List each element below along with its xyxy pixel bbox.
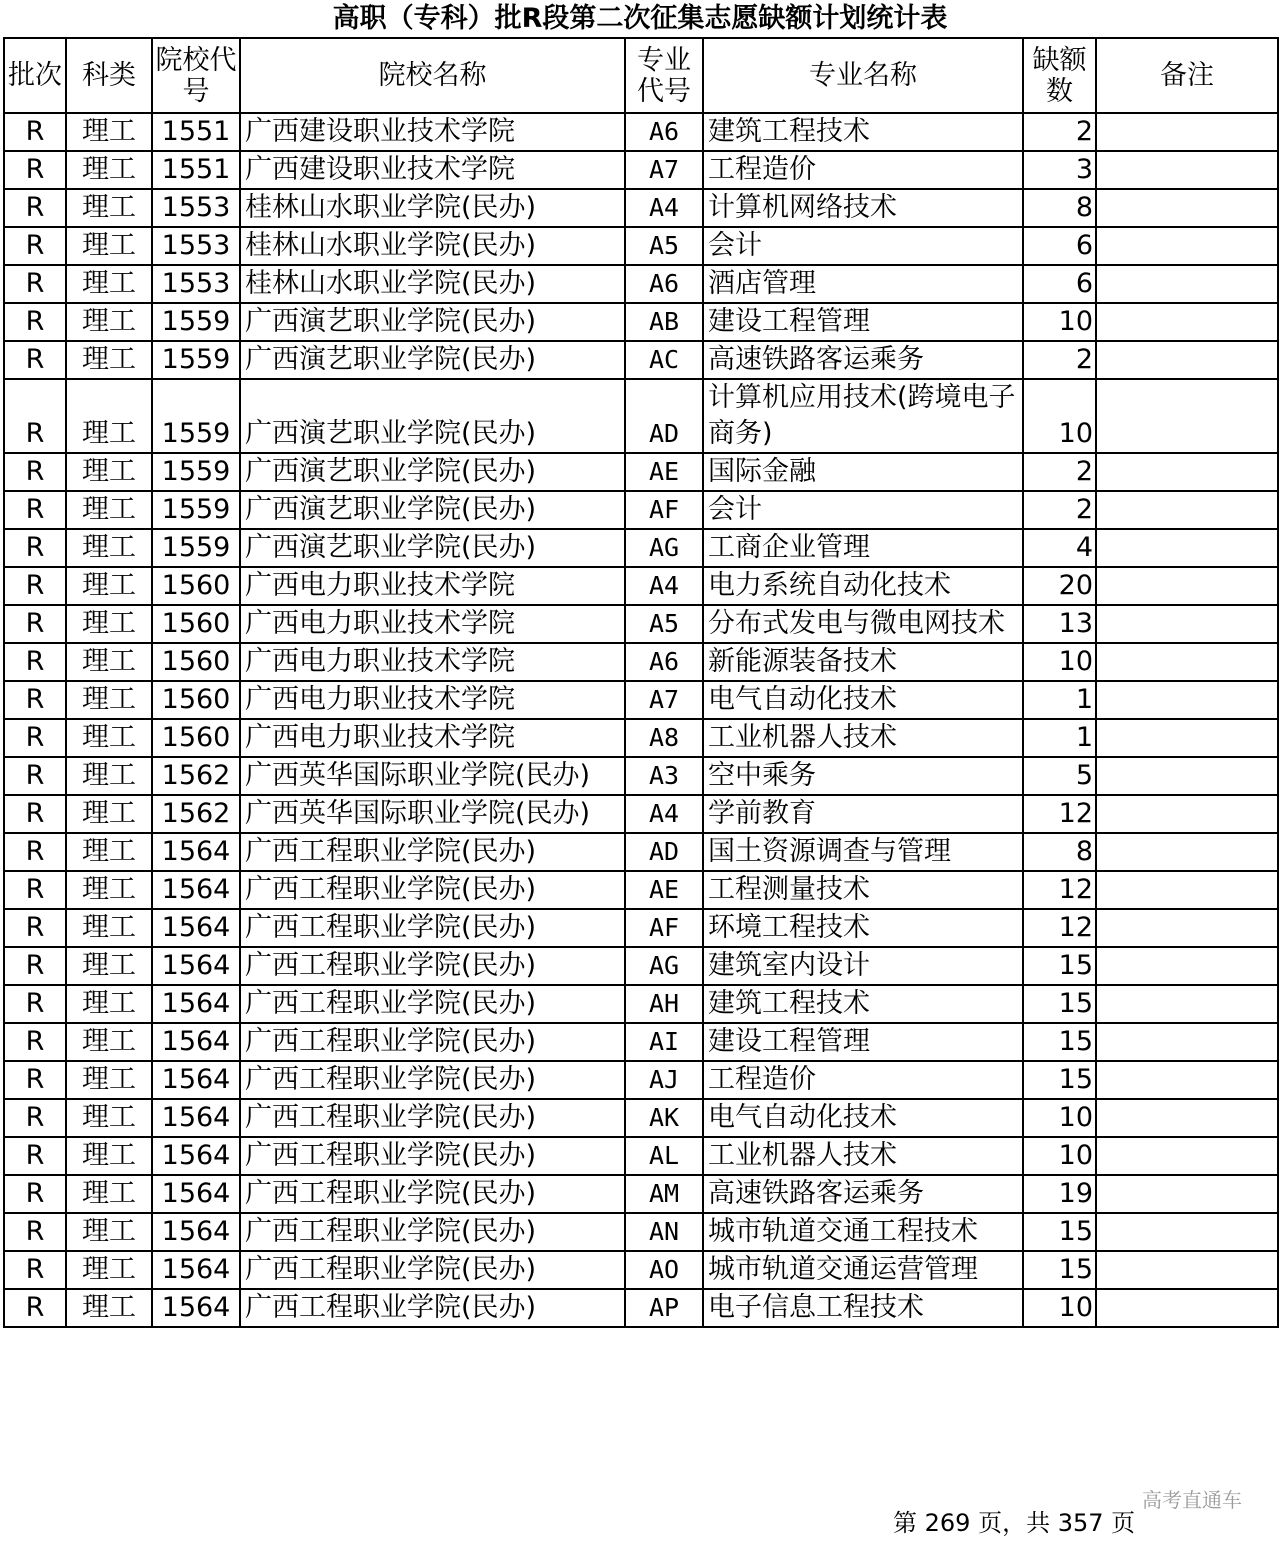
cell-major-name: 电力系统自动化技术 xyxy=(703,567,1023,605)
cell-major-name: 建设工程管理 xyxy=(703,303,1023,341)
cell-major-name: 会计 xyxy=(703,227,1023,265)
cell-batch: R xyxy=(4,947,66,985)
cell-vacancies: 1 xyxy=(1023,719,1096,757)
cell-vacancies: 4 xyxy=(1023,529,1096,567)
cell-vacancies: 5 xyxy=(1023,757,1096,795)
cell-category: 理工 xyxy=(66,871,152,909)
table-row xyxy=(4,227,1278,265)
cell-vacancies: 15 xyxy=(1023,947,1096,985)
cell-category: 理工 xyxy=(66,909,152,947)
cell-category: 理工 xyxy=(66,113,152,151)
cell-major-name: 高速铁路客运乘务 xyxy=(703,1175,1023,1213)
cell-school-code: 1564 xyxy=(152,1213,240,1251)
cell-remarks xyxy=(1096,529,1278,567)
cell-remarks xyxy=(1096,1289,1278,1327)
table-row xyxy=(4,605,1278,643)
table-row xyxy=(4,985,1278,1023)
cell-school-name: 广西工程职业学院(民办) xyxy=(240,1023,625,1061)
cell-batch: R xyxy=(4,1137,66,1175)
cell-category: 理工 xyxy=(66,567,152,605)
cell-major-name: 工程造价 xyxy=(703,151,1023,189)
table-row xyxy=(4,947,1278,985)
table-row xyxy=(4,833,1278,871)
cell-batch: R xyxy=(4,379,66,453)
cell-remarks xyxy=(1096,113,1278,151)
header-school-code: 院校代号 xyxy=(152,38,240,113)
table-row xyxy=(4,1175,1278,1213)
cell-category: 理工 xyxy=(66,151,152,189)
cell-batch: R xyxy=(4,1251,66,1289)
table-row xyxy=(4,567,1278,605)
cell-batch: R xyxy=(4,719,66,757)
cell-major-code: AD xyxy=(625,833,703,871)
cell-school-code: 1553 xyxy=(152,189,240,227)
cell-vacancies: 10 xyxy=(1023,1289,1096,1327)
cell-category: 理工 xyxy=(66,1023,152,1061)
cell-school-code: 1559 xyxy=(152,491,240,529)
cell-batch: R xyxy=(4,491,66,529)
cell-school-name: 广西演艺职业学院(民办) xyxy=(240,491,625,529)
table-row xyxy=(4,1289,1278,1327)
cell-major-name: 城市轨道交通运营管理 xyxy=(703,1251,1023,1289)
table-row xyxy=(4,1137,1278,1175)
cell-remarks xyxy=(1096,643,1278,681)
cell-school-code: 1564 xyxy=(152,833,240,871)
cell-vacancies: 12 xyxy=(1023,909,1096,947)
cell-batch: R xyxy=(4,1099,66,1137)
cell-school-code: 1564 xyxy=(152,1137,240,1175)
cell-major-code: AL xyxy=(625,1137,703,1175)
header-batch: 批次 xyxy=(4,38,66,113)
cell-major-name: 建筑工程技术 xyxy=(703,985,1023,1023)
cell-major-name: 工程造价 xyxy=(703,1061,1023,1099)
cell-category: 理工 xyxy=(66,985,152,1023)
cell-major-name: 计算机网络技术 xyxy=(703,189,1023,227)
cell-remarks xyxy=(1096,833,1278,871)
cell-vacancies: 13 xyxy=(1023,605,1096,643)
cell-remarks xyxy=(1096,453,1278,491)
cell-major-code: AG xyxy=(625,529,703,567)
cell-batch: R xyxy=(4,1023,66,1061)
cell-major-name: 高速铁路客运乘务 xyxy=(703,341,1023,379)
cell-major-code: AH xyxy=(625,985,703,1023)
cell-school-code: 1559 xyxy=(152,453,240,491)
page-title: 高职（专科）批R段第二次征集志愿缺额计划统计表 xyxy=(332,3,948,34)
cell-category: 理工 xyxy=(66,265,152,303)
cell-school-code: 1560 xyxy=(152,719,240,757)
cell-major-name: 新能源装备技术 xyxy=(703,643,1023,681)
cell-vacancies: 10 xyxy=(1023,379,1096,453)
cell-school-code: 1559 xyxy=(152,379,240,453)
cell-batch: R xyxy=(4,871,66,909)
cell-category: 理工 xyxy=(66,189,152,227)
cell-school-code: 1559 xyxy=(152,529,240,567)
cell-batch: R xyxy=(4,1213,66,1251)
cell-remarks xyxy=(1096,341,1278,379)
cell-category: 理工 xyxy=(66,643,152,681)
cell-major-name: 建设工程管理 xyxy=(703,1023,1023,1061)
cell-school-name: 广西电力职业技术学院 xyxy=(240,567,625,605)
cell-school-name: 广西工程职业学院(民办) xyxy=(240,1137,625,1175)
cell-remarks xyxy=(1096,491,1278,529)
cell-major-name: 工商企业管理 xyxy=(703,529,1023,567)
cell-major-name: 计算机应用技术(跨境电子商务) xyxy=(703,379,1023,453)
cell-vacancies: 6 xyxy=(1023,265,1096,303)
cell-vacancies: 2 xyxy=(1023,341,1096,379)
cell-category: 理工 xyxy=(66,947,152,985)
cell-category: 理工 xyxy=(66,605,152,643)
cell-school-code: 1564 xyxy=(152,985,240,1023)
cell-major-name: 学前教育 xyxy=(703,795,1023,833)
cell-major-name: 电子信息工程技术 xyxy=(703,1289,1023,1327)
cell-remarks xyxy=(1096,1175,1278,1213)
cell-major-code: AC xyxy=(625,341,703,379)
table-row xyxy=(4,265,1278,303)
cell-category: 理工 xyxy=(66,453,152,491)
cell-school-code: 1564 xyxy=(152,871,240,909)
table-row xyxy=(4,189,1278,227)
cell-batch: R xyxy=(4,303,66,341)
cell-vacancies: 6 xyxy=(1023,227,1096,265)
cell-major-code: AM xyxy=(625,1175,703,1213)
cell-major-code: AG xyxy=(625,947,703,985)
cell-major-name: 城市轨道交通工程技术 xyxy=(703,1213,1023,1251)
cell-remarks xyxy=(1096,719,1278,757)
cell-category: 理工 xyxy=(66,681,152,719)
cell-school-name: 广西工程职业学院(民办) xyxy=(240,909,625,947)
cell-remarks xyxy=(1096,189,1278,227)
cell-batch: R xyxy=(4,227,66,265)
cell-school-name: 广西工程职业学院(民办) xyxy=(240,833,625,871)
cell-major-code: A8 xyxy=(625,719,703,757)
cell-school-name: 广西演艺职业学院(民办) xyxy=(240,341,625,379)
cell-remarks xyxy=(1096,1251,1278,1289)
cell-major-code: A7 xyxy=(625,151,703,189)
cell-major-name: 酒店管理 xyxy=(703,265,1023,303)
vacancy-table xyxy=(3,37,1279,1328)
header-major-name: 专业名称 xyxy=(703,38,1023,113)
cell-vacancies: 10 xyxy=(1023,1137,1096,1175)
cell-vacancies: 2 xyxy=(1023,453,1096,491)
cell-major-name: 空中乘务 xyxy=(703,757,1023,795)
cell-major-code: A3 xyxy=(625,757,703,795)
cell-batch: R xyxy=(4,265,66,303)
table-row xyxy=(4,757,1278,795)
cell-school-name: 广西工程职业学院(民办) xyxy=(240,1175,625,1213)
cell-major-code: AB xyxy=(625,303,703,341)
table-row xyxy=(4,453,1278,491)
cell-remarks xyxy=(1096,303,1278,341)
cell-category: 理工 xyxy=(66,1213,152,1251)
cell-school-code: 1560 xyxy=(152,567,240,605)
cell-major-code: AE xyxy=(625,871,703,909)
cell-batch: R xyxy=(4,567,66,605)
cell-remarks xyxy=(1096,909,1278,947)
cell-school-name: 广西演艺职业学院(民办) xyxy=(240,303,625,341)
cell-major-code: A6 xyxy=(625,113,703,151)
cell-school-code: 1564 xyxy=(152,1251,240,1289)
cell-category: 理工 xyxy=(66,1099,152,1137)
table-row xyxy=(4,909,1278,947)
cell-major-name: 工业机器人技术 xyxy=(703,719,1023,757)
header-school-name: 院校名称 xyxy=(240,38,625,113)
cell-batch: R xyxy=(4,113,66,151)
cell-category: 理工 xyxy=(66,1175,152,1213)
cell-school-name: 广西工程职业学院(民办) xyxy=(240,1099,625,1137)
cell-batch: R xyxy=(4,833,66,871)
cell-major-code: A4 xyxy=(625,189,703,227)
cell-major-code: A5 xyxy=(625,605,703,643)
cell-vacancies: 12 xyxy=(1023,871,1096,909)
cell-major-code: AP xyxy=(625,1289,703,1327)
cell-category: 理工 xyxy=(66,1289,152,1327)
cell-batch: R xyxy=(4,795,66,833)
cell-major-name: 会计 xyxy=(703,491,1023,529)
cell-major-code: AJ xyxy=(625,1061,703,1099)
cell-category: 理工 xyxy=(66,757,152,795)
table-row xyxy=(4,1023,1278,1061)
cell-school-name: 广西工程职业学院(民办) xyxy=(240,1213,625,1251)
table-row xyxy=(4,379,1278,453)
cell-batch: R xyxy=(4,643,66,681)
cell-major-code: AN xyxy=(625,1213,703,1251)
table-row xyxy=(4,719,1278,757)
cell-category: 理工 xyxy=(66,1061,152,1099)
cell-school-code: 1559 xyxy=(152,303,240,341)
header-major-code: 专业代号 xyxy=(625,38,703,113)
cell-vacancies: 15 xyxy=(1023,1061,1096,1099)
cell-major-name: 工业机器人技术 xyxy=(703,1137,1023,1175)
cell-remarks xyxy=(1096,379,1278,453)
cell-school-code: 1551 xyxy=(152,113,240,151)
cell-vacancies: 8 xyxy=(1023,189,1096,227)
cell-category: 理工 xyxy=(66,833,152,871)
cell-major-name: 国土资源调查与管理 xyxy=(703,833,1023,871)
cell-school-code: 1562 xyxy=(152,795,240,833)
cell-vacancies: 15 xyxy=(1023,985,1096,1023)
cell-remarks xyxy=(1096,757,1278,795)
cell-category: 理工 xyxy=(66,379,152,453)
cell-school-code: 1564 xyxy=(152,1023,240,1061)
table-row xyxy=(4,795,1278,833)
table-body xyxy=(4,113,1278,1327)
cell-vacancies: 10 xyxy=(1023,1099,1096,1137)
table-row xyxy=(4,643,1278,681)
table-row xyxy=(4,1099,1278,1137)
cell-category: 理工 xyxy=(66,341,152,379)
cell-major-name: 分布式发电与微电网技术 xyxy=(703,605,1023,643)
cell-school-code: 1564 xyxy=(152,1061,240,1099)
cell-major-name: 电气自动化技术 xyxy=(703,681,1023,719)
cell-major-code: AO xyxy=(625,1251,703,1289)
cell-school-code: 1560 xyxy=(152,643,240,681)
table-row xyxy=(4,1213,1278,1251)
cell-school-name: 广西电力职业技术学院 xyxy=(240,719,625,757)
cell-school-name: 广西电力职业技术学院 xyxy=(240,643,625,681)
cell-remarks xyxy=(1096,265,1278,303)
cell-remarks xyxy=(1096,871,1278,909)
cell-school-name: 广西工程职业学院(民办) xyxy=(240,1289,625,1327)
cell-school-code: 1559 xyxy=(152,341,240,379)
cell-remarks xyxy=(1096,1137,1278,1175)
cell-major-name: 工程测量技术 xyxy=(703,871,1023,909)
cell-major-code: AD xyxy=(625,379,703,453)
table-header-row xyxy=(4,38,1278,113)
cell-category: 理工 xyxy=(66,303,152,341)
cell-school-code: 1562 xyxy=(152,757,240,795)
cell-category: 理工 xyxy=(66,529,152,567)
table-row xyxy=(4,529,1278,567)
table-row xyxy=(4,491,1278,529)
cell-vacancies: 8 xyxy=(1023,833,1096,871)
cell-major-name: 国际金融 xyxy=(703,453,1023,491)
cell-remarks xyxy=(1096,1213,1278,1251)
table-row xyxy=(4,681,1278,719)
cell-major-code: A6 xyxy=(625,265,703,303)
cell-batch: R xyxy=(4,1289,66,1327)
cell-major-code: AF xyxy=(625,909,703,947)
cell-school-name: 广西电力职业技术学院 xyxy=(240,605,625,643)
cell-vacancies: 12 xyxy=(1023,795,1096,833)
cell-major-name: 电气自动化技术 xyxy=(703,1099,1023,1137)
cell-vacancies: 10 xyxy=(1023,303,1096,341)
table-row xyxy=(4,1251,1278,1289)
cell-major-name: 环境工程技术 xyxy=(703,909,1023,947)
cell-batch: R xyxy=(4,985,66,1023)
cell-major-name: 建筑工程技术 xyxy=(703,113,1023,151)
cell-school-name: 桂林山水职业学院(民办) xyxy=(240,265,625,303)
cell-major-code: A6 xyxy=(625,643,703,681)
cell-major-code: AK xyxy=(625,1099,703,1137)
cell-major-name: 建筑室内设计 xyxy=(703,947,1023,985)
cell-school-code: 1564 xyxy=(152,1175,240,1213)
cell-school-name: 广西电力职业技术学院 xyxy=(240,681,625,719)
cell-school-code: 1551 xyxy=(152,151,240,189)
table-row xyxy=(4,871,1278,909)
cell-batch: R xyxy=(4,151,66,189)
cell-school-name: 广西工程职业学院(民办) xyxy=(240,1061,625,1099)
cell-vacancies: 1 xyxy=(1023,681,1096,719)
cell-school-code: 1560 xyxy=(152,605,240,643)
cell-school-code: 1564 xyxy=(152,909,240,947)
cell-school-name: 广西工程职业学院(民办) xyxy=(240,947,625,985)
header-category: 科类 xyxy=(66,38,152,113)
table-row xyxy=(4,303,1278,341)
cell-remarks xyxy=(1096,1099,1278,1137)
cell-major-code: AE xyxy=(625,453,703,491)
cell-remarks xyxy=(1096,795,1278,833)
cell-batch: R xyxy=(4,189,66,227)
cell-school-name: 广西演艺职业学院(民办) xyxy=(240,379,625,453)
cell-vacancies: 10 xyxy=(1023,643,1096,681)
header-vacancies: 缺额数 xyxy=(1023,38,1096,113)
cell-vacancies: 15 xyxy=(1023,1251,1096,1289)
table-row xyxy=(4,1061,1278,1099)
cell-school-name: 广西演艺职业学院(民办) xyxy=(240,453,625,491)
cell-school-name: 广西英华国际职业学院(民办) xyxy=(240,795,625,833)
cell-vacancies: 2 xyxy=(1023,113,1096,151)
cell-remarks xyxy=(1096,151,1278,189)
cell-remarks xyxy=(1096,947,1278,985)
cell-vacancies: 15 xyxy=(1023,1213,1096,1251)
cell-batch: R xyxy=(4,529,66,567)
cell-vacancies: 15 xyxy=(1023,1023,1096,1061)
cell-school-name: 广西工程职业学院(民办) xyxy=(240,1251,625,1289)
cell-remarks xyxy=(1096,1061,1278,1099)
cell-category: 理工 xyxy=(66,719,152,757)
cell-batch: R xyxy=(4,757,66,795)
cell-vacancies: 2 xyxy=(1023,491,1096,529)
cell-major-code: AI xyxy=(625,1023,703,1061)
cell-batch: R xyxy=(4,909,66,947)
cell-category: 理工 xyxy=(66,491,152,529)
cell-school-name: 广西工程职业学院(民办) xyxy=(240,871,625,909)
cell-category: 理工 xyxy=(66,227,152,265)
cell-remarks xyxy=(1096,567,1278,605)
cell-school-name: 广西建设职业技术学院 xyxy=(240,113,625,151)
cell-school-name: 广西英华国际职业学院(民办) xyxy=(240,757,625,795)
cell-remarks xyxy=(1096,681,1278,719)
cell-batch: R xyxy=(4,1175,66,1213)
cell-vacancies: 19 xyxy=(1023,1175,1096,1213)
cell-remarks xyxy=(1096,985,1278,1023)
cell-school-code: 1560 xyxy=(152,681,240,719)
watermark: 高考直通车 xyxy=(1142,1488,1242,1512)
cell-batch: R xyxy=(4,681,66,719)
table-row xyxy=(4,151,1278,189)
cell-school-code: 1553 xyxy=(152,265,240,303)
table-row xyxy=(4,113,1278,151)
cell-major-code: A5 xyxy=(625,227,703,265)
cell-school-name: 桂林山水职业学院(民办) xyxy=(240,227,625,265)
cell-school-code: 1564 xyxy=(152,1289,240,1327)
cell-batch: R xyxy=(4,453,66,491)
cell-category: 理工 xyxy=(66,1251,152,1289)
cell-major-code: AF xyxy=(625,491,703,529)
cell-school-code: 1553 xyxy=(152,227,240,265)
header-remarks: 备注 xyxy=(1096,38,1278,113)
cell-category: 理工 xyxy=(66,795,152,833)
cell-school-name: 广西演艺职业学院(民办) xyxy=(240,529,625,567)
cell-major-code: A4 xyxy=(625,567,703,605)
cell-batch: R xyxy=(4,341,66,379)
cell-remarks xyxy=(1096,605,1278,643)
cell-school-code: 1564 xyxy=(152,947,240,985)
table-row xyxy=(4,341,1278,379)
cell-category: 理工 xyxy=(66,1137,152,1175)
cell-remarks xyxy=(1096,227,1278,265)
cell-school-code: 1564 xyxy=(152,1099,240,1137)
cell-batch: R xyxy=(4,605,66,643)
page-number: 第 269 页，共 357 页 xyxy=(893,1509,1136,1537)
cell-remarks xyxy=(1096,1023,1278,1061)
cell-batch: R xyxy=(4,1061,66,1099)
cell-school-name: 广西建设职业技术学院 xyxy=(240,151,625,189)
cell-major-code: A4 xyxy=(625,795,703,833)
cell-vacancies: 20 xyxy=(1023,567,1096,605)
cell-school-name: 桂林山水职业学院(民办) xyxy=(240,189,625,227)
cell-school-name: 广西工程职业学院(民办) xyxy=(240,985,625,1023)
cell-vacancies: 3 xyxy=(1023,151,1096,189)
cell-major-code: A7 xyxy=(625,681,703,719)
